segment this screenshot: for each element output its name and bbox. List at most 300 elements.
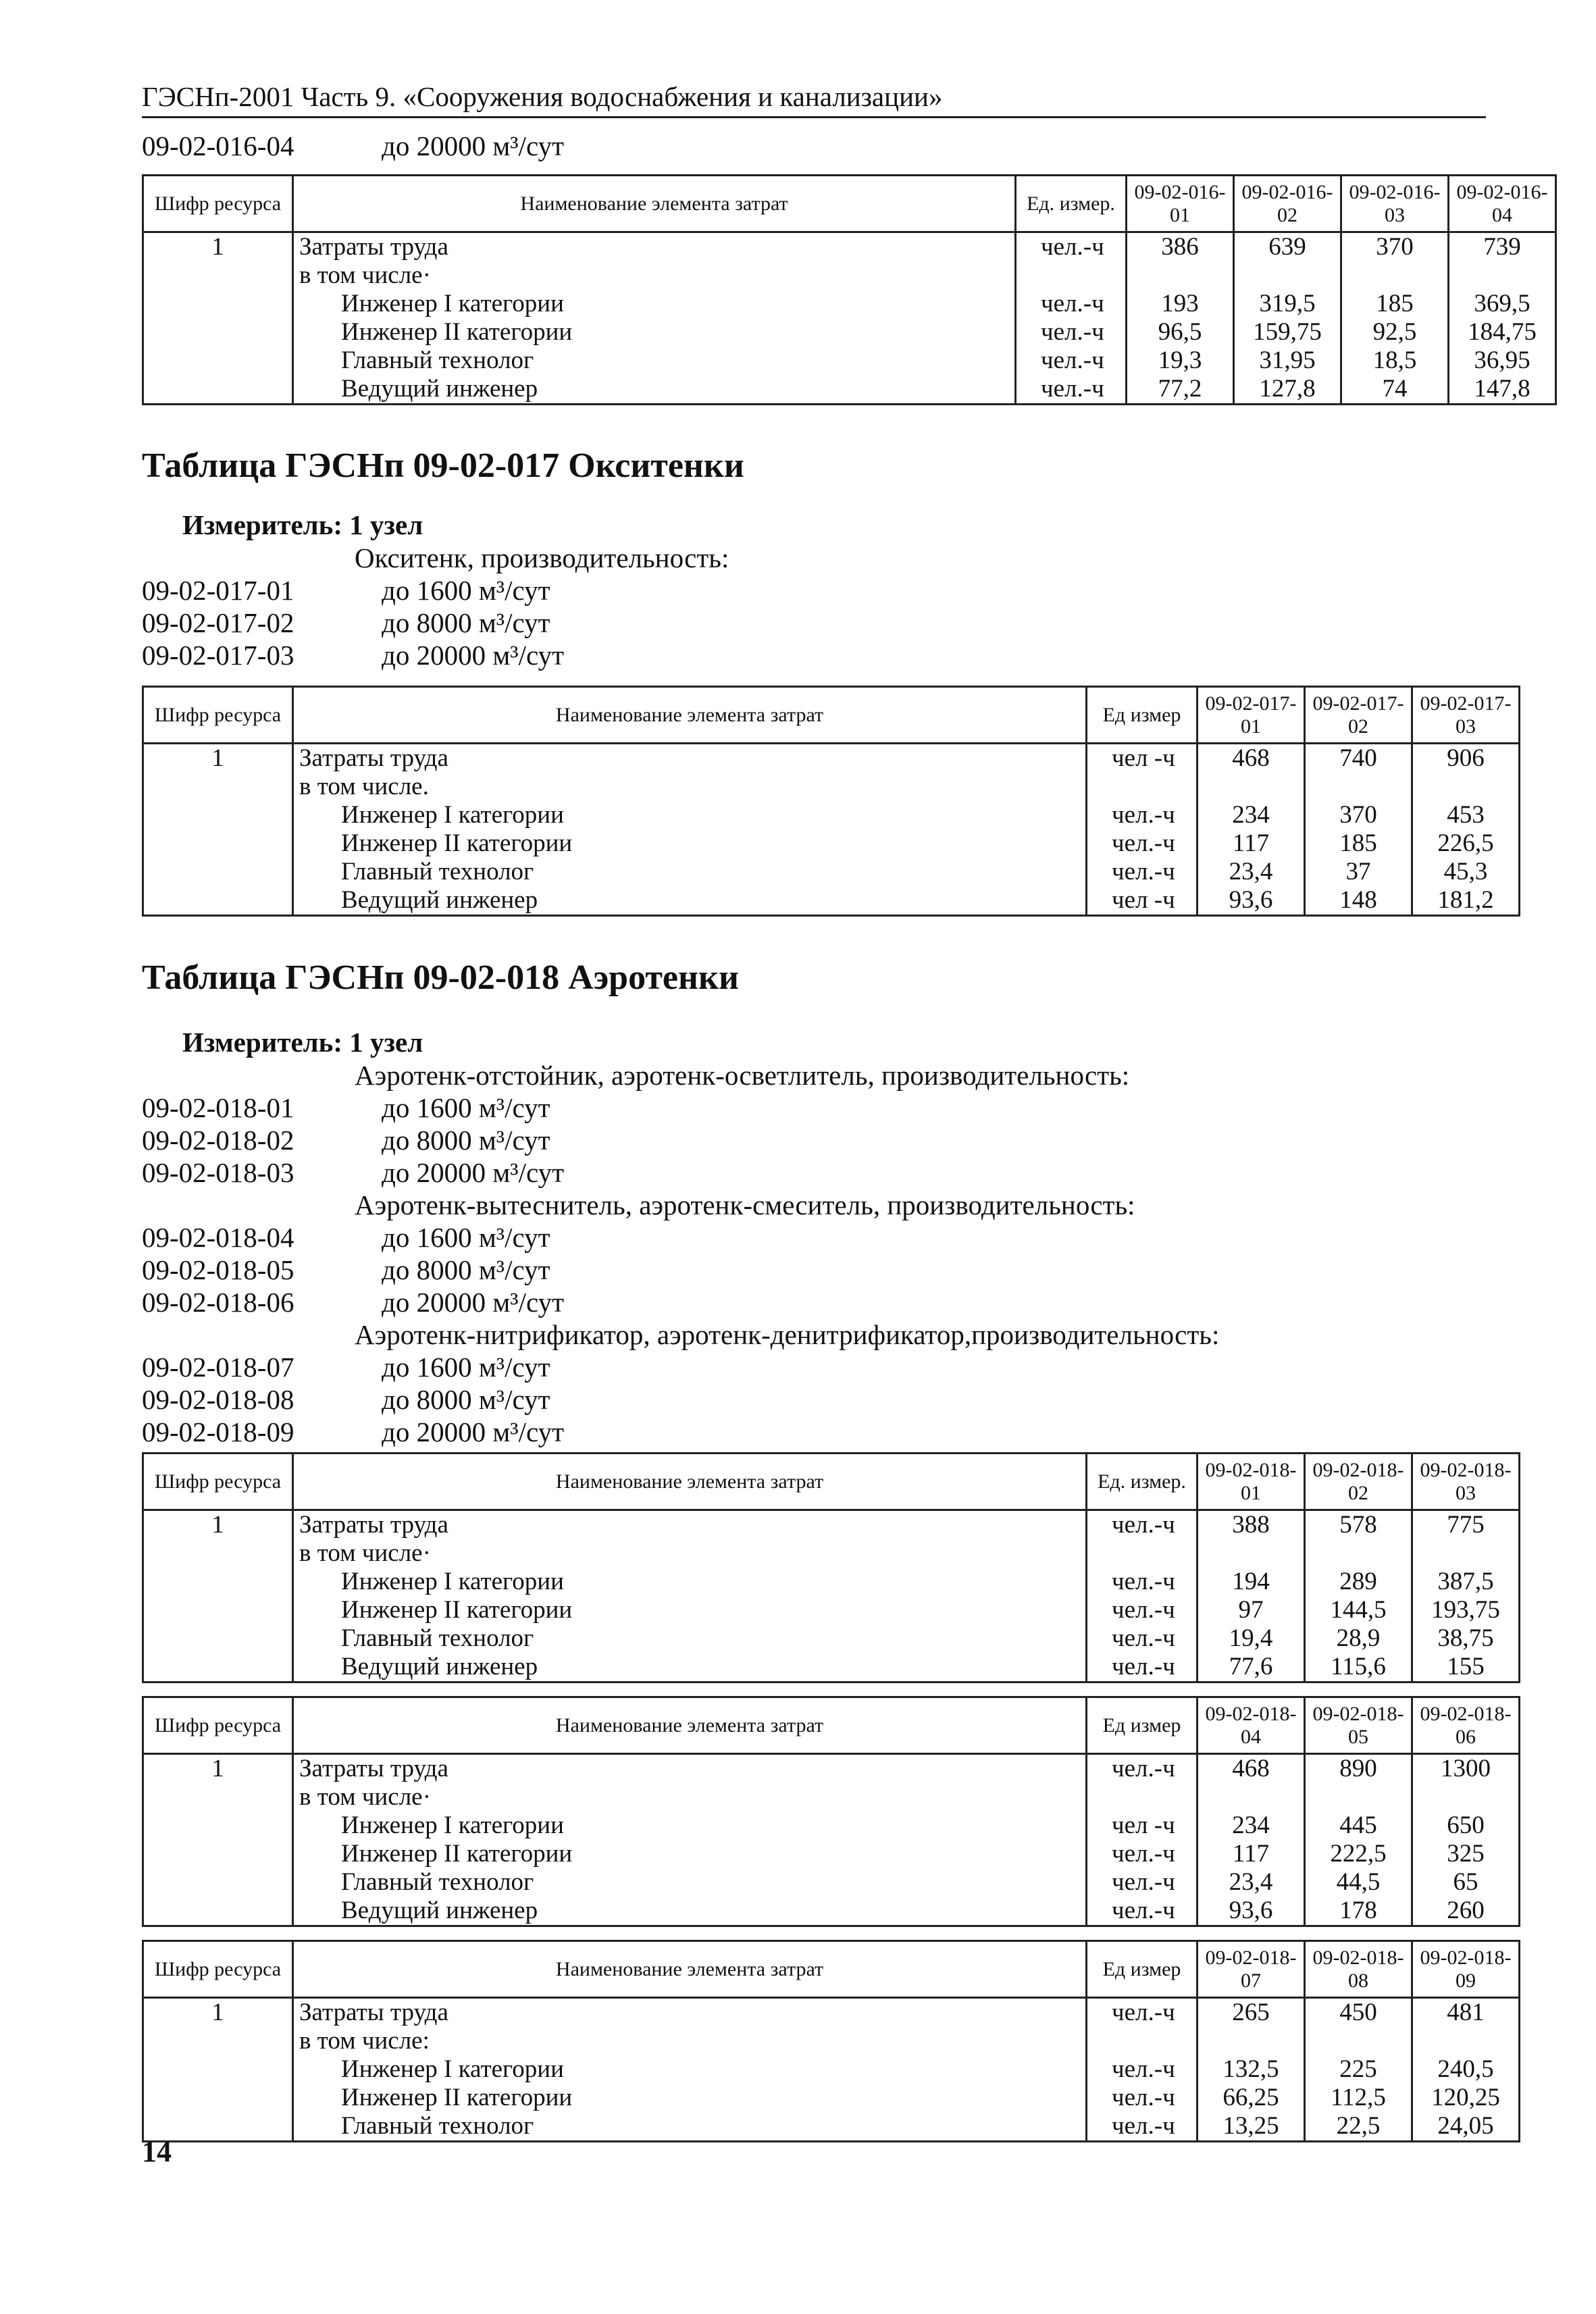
item-line <box>142 1091 1486 1124</box>
value-cell: 265 <box>1198 1998 1305 2028</box>
value-cell: 147,8 <box>1449 375 1556 405</box>
value-cell: 775 <box>1412 1510 1520 1540</box>
item-desc: до 20000 м³/сут <box>382 130 565 161</box>
header-col: 09-02-018-02 <box>1305 1454 1412 1510</box>
unit-cell: чел.-ч <box>1016 346 1127 375</box>
unit-cell: чел.-ч <box>1087 2084 1198 2112</box>
resource-code-cell <box>143 261 293 290</box>
item-code: 09-02-018-04 <box>142 1222 294 1253</box>
item-code: 09-02-018-09 <box>142 1416 294 1447</box>
table-018-c-wrap <box>142 1940 1512 2142</box>
value-cell <box>1341 261 1449 290</box>
resource-code-cell: 1 <box>143 1754 293 1784</box>
value-cell: 387,5 <box>1412 1568 1520 1596</box>
header-col: 09-02-017-03 <box>1412 687 1520 744</box>
resource-code-cell <box>143 1624 293 1653</box>
value-cell: 234 <box>1198 801 1305 829</box>
item-desc: до 1600 м³/сут <box>382 575 550 606</box>
resource-code-cell: 1 <box>143 744 293 773</box>
group-heading: Аэротенк-вытеснитель, аэротенк-смеситель, производительность: <box>355 1189 1135 1220</box>
header-code: Шифр ресурса <box>143 176 293 232</box>
resource-code-cell <box>143 375 293 405</box>
item-line <box>142 1383 1486 1416</box>
cost-element-cell: Затраты труда <box>293 1510 1087 1540</box>
item-desc: до 8000 м³/сут <box>382 1125 550 1156</box>
item-code: 09-02-018-08 <box>142 1384 294 1415</box>
value-cell: 19,3 <box>1127 346 1234 375</box>
unit-cell: чел -ч <box>1087 744 1198 773</box>
value-cell: 120,25 <box>1412 2084 1520 2112</box>
header-unit: Ед измер <box>1087 1697 1198 1754</box>
header-unit: Ед измер <box>1087 687 1198 744</box>
resource-code-cell <box>143 1539 293 1568</box>
table-row <box>143 829 1520 858</box>
cost-table-018-b <box>142 1696 1520 1927</box>
header-col: 09-02-018-09 <box>1412 1941 1520 1998</box>
item-line <box>142 1286 1486 1318</box>
resource-code-cell <box>143 1783 293 1811</box>
cost-table-017 <box>142 686 1520 917</box>
value-cell: 260 <box>1412 1897 1520 1926</box>
header-code: Шифр ресурса <box>143 1454 293 1510</box>
item-desc: до 20000 м³/сут <box>382 1416 565 1447</box>
value-cell: 159,75 <box>1234 318 1341 346</box>
value-cell: 234 <box>1198 1811 1305 1840</box>
unit-cell: чел.-ч <box>1087 2112 1198 2142</box>
cost-element-cell: Инженер I категории <box>293 1811 1087 1840</box>
value-cell: 127,8 <box>1234 375 1341 405</box>
table-row <box>143 375 1556 405</box>
resource-code-cell: 1 <box>143 1510 293 1540</box>
unit-cell: чел.-ч <box>1087 1653 1198 1682</box>
header-unit: Ед. измер. <box>1087 1454 1198 1510</box>
item-desc: до 20000 м³/сут <box>382 1157 565 1188</box>
header-col: 09-02-018-01 <box>1198 1454 1305 1510</box>
unit-cell: чел.-ч <box>1016 318 1127 346</box>
unit-cell <box>1087 1539 1198 1568</box>
value-cell: 178 <box>1305 1897 1412 1926</box>
header-col: 09-02-018-07 <box>1198 1941 1305 1998</box>
unit-cell <box>1016 261 1127 290</box>
value-cell: 144,5 <box>1305 1596 1412 1624</box>
cost-element-cell: Инженер II категории <box>293 318 1016 346</box>
value-cell: 906 <box>1412 744 1520 773</box>
value-cell: 650 <box>1412 1811 1520 1840</box>
value-cell: 225 <box>1305 2055 1412 2084</box>
cost-element-cell: Главный технолог <box>293 2112 1087 2142</box>
item-desc: до 8000 м³/сут <box>382 1384 550 1415</box>
resource-code-cell <box>143 2084 293 2112</box>
table-row <box>143 886 1520 916</box>
value-cell: 148 <box>1305 886 1412 916</box>
unit-cell <box>1087 1783 1198 1811</box>
cost-element-cell: Затраты труда <box>293 1998 1087 2028</box>
value-cell: 890 <box>1305 1754 1412 1784</box>
value-cell: 65 <box>1412 1868 1520 1897</box>
header-col: 09-02-016-02 <box>1234 176 1341 232</box>
value-cell: 369,5 <box>1449 290 1556 318</box>
header-name: Наименование элемента затрат <box>293 1941 1087 1998</box>
value-cell: 1300 <box>1412 1754 1520 1784</box>
value-cell: 481 <box>1412 1998 1520 2028</box>
cost-element-cell: в том числе· <box>293 261 1016 290</box>
group-heading: Аэротенк-нитрификатор, аэротенк-денитрификатор,производительность: <box>355 1319 1220 1350</box>
cost-element-cell: Затраты труда <box>293 744 1087 773</box>
unit-cell: чел.-ч <box>1087 1624 1198 1653</box>
resource-code-cell <box>143 290 293 318</box>
resource-code-cell <box>143 1811 293 1840</box>
resource-code-cell <box>143 1653 293 1682</box>
value-cell: 155 <box>1412 1653 1520 1682</box>
item-desc: до 20000 м³/сут <box>382 1287 565 1318</box>
table-row <box>143 1539 1520 1568</box>
table-row <box>143 1568 1520 1596</box>
header-col: 09-02-016-04 <box>1449 176 1556 232</box>
value-cell: 37 <box>1305 858 1412 886</box>
table-row <box>143 290 1556 318</box>
value-cell: 36,95 <box>1449 346 1556 375</box>
unit-cell: чел.-ч <box>1016 232 1127 262</box>
item-desc: до 8000 м³/сут <box>382 1254 550 1285</box>
header-name: Наименование элемента затрат <box>293 1454 1087 1510</box>
table-row <box>143 1653 1520 1682</box>
header-col: 09-02-018-04 <box>1198 1697 1305 1754</box>
cost-element-cell: Главный технолог <box>293 1868 1087 1897</box>
header-name: Наименование элемента затрат <box>293 1697 1087 1754</box>
item-line <box>142 1351 1486 1383</box>
running-header: ГЭСНп-2001 Часть 9. «Сооружения водоснабжения и канализации» <box>142 80 1486 118</box>
table-row <box>143 744 1520 773</box>
header-unit: Ед. измер. <box>1016 176 1127 232</box>
table-row <box>143 858 1520 886</box>
meter-017 <box>142 508 1486 542</box>
value-cell: 325 <box>1412 1840 1520 1868</box>
resource-code-cell <box>143 1568 293 1596</box>
unit-cell: чел.-ч <box>1087 1897 1198 1926</box>
value-cell: 112,5 <box>1305 2084 1412 2112</box>
value-cell: 222,5 <box>1305 1840 1412 1868</box>
item-desc: до 20000 м³/сут <box>382 640 565 671</box>
unit-cell: чел.-ч <box>1016 290 1127 318</box>
value-cell: 185 <box>1341 290 1449 318</box>
value-cell: 23,4 <box>1198 1868 1305 1897</box>
value-cell <box>1198 2027 1305 2055</box>
resource-code-cell <box>143 1840 293 1868</box>
resource-code-cell <box>143 886 293 916</box>
value-cell: 289 <box>1305 1568 1412 1596</box>
header-name: Наименование элемента затрат <box>293 687 1087 744</box>
cost-element-cell: Главный технолог <box>293 858 1087 886</box>
table-row <box>143 1754 1520 1784</box>
value-cell <box>1305 2027 1412 2055</box>
item-line <box>142 1416 1486 1448</box>
cost-element-cell: в том числе· <box>293 1539 1087 1568</box>
item-code: 09-02-016-04 <box>142 130 294 161</box>
value-cell: 185 <box>1305 829 1412 858</box>
cost-table-016 <box>142 174 1557 405</box>
table-row <box>143 346 1556 375</box>
table-row <box>143 1998 1520 2028</box>
value-cell <box>1305 1783 1412 1811</box>
table-row <box>143 1783 1520 1811</box>
table-018-a-wrap <box>142 1452 1512 1683</box>
top-item <box>142 130 1486 162</box>
value-cell: 28,9 <box>1305 1624 1412 1653</box>
unit-cell: чел.-ч <box>1087 1840 1198 1868</box>
unit-cell: чел -ч <box>1087 886 1198 916</box>
cost-element-cell: Инженер II категории <box>293 2084 1087 2112</box>
cost-table-018-a <box>142 1452 1520 1683</box>
cost-element-cell: Инженер II категории <box>293 829 1087 858</box>
header-code: Шифр ресурса <box>143 1941 293 1998</box>
item-desc: до 1600 м³/сут <box>382 1352 550 1383</box>
header-col: 09-02-018-08 <box>1305 1941 1412 1998</box>
cost-element-cell: Затраты труда <box>293 232 1016 262</box>
unit-cell: чел -ч <box>1087 1811 1198 1840</box>
cost-element-cell: в том числе· <box>293 1783 1087 1811</box>
value-cell: 639 <box>1234 232 1341 262</box>
item-desc: до 8000 м³/сут <box>382 607 550 638</box>
unit-cell <box>1087 2027 1198 2055</box>
value-cell: 740 <box>1305 744 1412 773</box>
table-row <box>143 1897 1520 1926</box>
value-cell: 44,5 <box>1305 1868 1412 1897</box>
value-cell: 96,5 <box>1127 318 1234 346</box>
cost-element-cell: Инженер II категории <box>293 1840 1087 1868</box>
cost-element-cell: Ведущий инженер <box>293 1897 1087 1926</box>
unit-cell: чел.-ч <box>1016 375 1127 405</box>
value-cell <box>1412 1783 1520 1811</box>
value-cell: 24,05 <box>1412 2112 1520 2142</box>
value-cell: 22,5 <box>1305 2112 1412 2142</box>
meter-018 <box>142 1025 1486 1059</box>
table-row <box>143 773 1520 801</box>
unit-cell: чел.-ч <box>1087 829 1198 858</box>
item-desc: до 1600 м³/сут <box>382 1092 550 1123</box>
value-cell: 93,6 <box>1198 886 1305 916</box>
cost-element-cell: Инженер I категории <box>293 2055 1087 2084</box>
cost-element-cell: Затраты труда <box>293 1754 1087 1784</box>
resource-code-cell: 1 <box>143 232 293 262</box>
item-code: 09-02-018-07 <box>142 1352 294 1383</box>
header-name: Наименование элемента затрат <box>293 176 1016 232</box>
item-code: 09-02-017-03 <box>142 640 294 671</box>
cost-element-cell: Ведущий инженер <box>293 886 1087 916</box>
resource-code-cell: 1 <box>143 1998 293 2028</box>
item-code: 09-02-018-02 <box>142 1125 294 1156</box>
value-cell <box>1234 261 1341 290</box>
header-col: 09-02-018-06 <box>1412 1697 1520 1754</box>
resource-code-cell <box>143 318 293 346</box>
table-row <box>143 318 1556 346</box>
value-cell: 66,25 <box>1198 2084 1305 2112</box>
table-row <box>143 1624 1520 1653</box>
cost-element-cell: Главный технолог <box>293 1624 1087 1653</box>
value-cell: 193,75 <box>1412 1596 1520 1624</box>
header-col: 09-02-017-01 <box>1198 687 1305 744</box>
value-cell: 23,4 <box>1198 858 1305 886</box>
value-cell: 31,95 <box>1234 346 1341 375</box>
item-code: 09-02-018-01 <box>142 1092 294 1123</box>
table-row <box>143 1840 1520 1868</box>
item-line <box>142 574 1486 607</box>
value-cell <box>1198 773 1305 801</box>
group-heading: Окситенк, производительность: <box>355 542 729 573</box>
value-cell <box>1198 1539 1305 1568</box>
value-cell <box>1412 1539 1520 1568</box>
value-cell <box>1412 773 1520 801</box>
value-cell: 77,6 <box>1198 1653 1305 1682</box>
meter-line <box>142 508 1486 542</box>
table-row <box>143 2112 1520 2142</box>
cost-element-cell: Главный технолог <box>293 346 1016 375</box>
cost-element-cell: Инженер II категории <box>293 1596 1087 1624</box>
value-cell: 388 <box>1198 1510 1305 1540</box>
value-cell: 115,6 <box>1305 1653 1412 1682</box>
cost-table-018-c <box>142 1940 1520 2142</box>
table-row <box>143 1510 1520 1540</box>
page-number: 14 <box>142 2135 172 2168</box>
unit-cell: чел.-ч <box>1087 858 1198 886</box>
meter-line <box>142 1025 1486 1059</box>
item-code: 09-02-017-01 <box>142 575 294 606</box>
meter-value: 1 узел <box>349 1027 423 1058</box>
value-cell: 19,4 <box>1198 1624 1305 1653</box>
resource-code-cell <box>143 773 293 801</box>
value-cell: 45,3 <box>1412 858 1520 886</box>
header-col: 09-02-016-03 <box>1341 176 1449 232</box>
value-cell: 450 <box>1305 1998 1412 2028</box>
items-017 <box>142 542 1486 671</box>
item-line <box>142 1254 1486 1286</box>
header-unit: Ед измер <box>1087 1941 1198 1998</box>
table-row <box>143 1596 1520 1624</box>
value-cell: 468 <box>1198 744 1305 773</box>
value-cell: 240,5 <box>1412 2055 1520 2084</box>
value-cell: 370 <box>1305 801 1412 829</box>
item-code: 09-02-018-05 <box>142 1254 294 1285</box>
resource-code-cell <box>143 1897 293 1926</box>
group-heading: Аэротенк-отстойник, аэротенк-осветлитель, производительность: <box>355 1060 1130 1091</box>
header-code: Шифр ресурса <box>143 687 293 744</box>
value-cell <box>1305 1539 1412 1568</box>
value-cell <box>1198 1783 1305 1811</box>
item-line <box>142 1221 1486 1254</box>
value-cell: 92,5 <box>1341 318 1449 346</box>
cost-element-cell: в том числе: <box>293 2027 1087 2055</box>
item-code: 09-02-018-03 <box>142 1157 294 1188</box>
resource-code-cell <box>143 801 293 829</box>
table-row <box>143 2055 1520 2084</box>
value-cell: 132,5 <box>1198 2055 1305 2084</box>
value-cell: 117 <box>1198 1840 1305 1868</box>
value-cell: 370 <box>1341 232 1449 262</box>
value-cell: 13,25 <box>1198 2112 1305 2142</box>
cost-element-cell: Ведущий инженер <box>293 375 1016 405</box>
unit-cell: чел.-ч <box>1087 1868 1198 1897</box>
value-cell: 739 <box>1449 232 1556 262</box>
header-col: 09-02-018-03 <box>1412 1454 1520 1510</box>
resource-code-cell <box>143 1596 293 1624</box>
cost-element-cell: в том числе. <box>293 773 1087 801</box>
table-row <box>143 2084 1520 2112</box>
item-line <box>142 607 1486 639</box>
resource-code-cell <box>143 1868 293 1897</box>
value-cell: 93,6 <box>1198 1897 1305 1926</box>
value-cell <box>1127 261 1234 290</box>
table-row <box>143 232 1556 262</box>
item-line <box>142 130 1486 162</box>
table-row <box>143 1868 1520 1897</box>
value-cell <box>1305 773 1412 801</box>
resource-code-cell <box>143 2055 293 2084</box>
value-cell: 38,75 <box>1412 1624 1520 1653</box>
unit-cell: чел.-ч <box>1087 1754 1198 1784</box>
header-code: Шифр ресурса <box>143 1697 293 1754</box>
item-line <box>142 1156 1486 1189</box>
value-cell: 468 <box>1198 1754 1305 1784</box>
unit-cell: чел.-ч <box>1087 1510 1198 1540</box>
value-cell: 184,75 <box>1449 318 1556 346</box>
value-cell: 386 <box>1127 232 1234 262</box>
value-cell: 193 <box>1127 290 1234 318</box>
resource-code-cell <box>143 2027 293 2055</box>
item-code: 09-02-018-06 <box>142 1287 294 1318</box>
item-line <box>142 1124 1486 1156</box>
items-018 <box>142 1059 1486 1448</box>
value-cell: 226,5 <box>1412 829 1520 858</box>
header-col: 09-02-017-02 <box>1305 687 1412 744</box>
value-cell: 117 <box>1198 829 1305 858</box>
unit-cell <box>1087 773 1198 801</box>
meter-value: 1 узел <box>349 509 423 540</box>
resource-code-cell <box>143 829 293 858</box>
table-title-017: Таблица ГЭСНп 09-02-017 Окситенки <box>142 446 744 485</box>
value-cell: 319,5 <box>1234 290 1341 318</box>
value-cell: 194 <box>1198 1568 1305 1596</box>
header-col: 09-02-018-05 <box>1305 1697 1412 1754</box>
value-cell <box>1449 261 1556 290</box>
cost-element-cell: Инженер I категории <box>293 290 1016 318</box>
table-row <box>143 1811 1520 1840</box>
table-016-wrap <box>142 174 1548 405</box>
unit-cell: чел.-ч <box>1087 1998 1198 2028</box>
item-line <box>142 639 1486 671</box>
header-col: 09-02-016-01 <box>1127 176 1234 232</box>
value-cell: 18,5 <box>1341 346 1449 375</box>
table-row <box>143 261 1556 290</box>
unit-cell: чел.-ч <box>1087 1568 1198 1596</box>
resource-code-cell <box>143 346 293 375</box>
unit-cell: чел.-ч <box>1087 2055 1198 2084</box>
unit-cell: чел.-ч <box>1087 1596 1198 1624</box>
meter-label: Измеритель: <box>182 509 343 540</box>
cost-element-cell: Инженер I категории <box>293 801 1087 829</box>
item-code: 09-02-017-02 <box>142 607 294 638</box>
value-cell: 578 <box>1305 1510 1412 1540</box>
value-cell: 181,2 <box>1412 886 1520 916</box>
unit-cell: чел.-ч <box>1087 801 1198 829</box>
value-cell: 74 <box>1341 375 1449 405</box>
value-cell <box>1412 2027 1520 2055</box>
value-cell: 97 <box>1198 1596 1305 1624</box>
value-cell: 453 <box>1412 801 1520 829</box>
item-desc: до 1600 м³/сут <box>382 1222 550 1253</box>
meter-label: Измеритель: <box>182 1027 343 1058</box>
cost-element-cell: Инженер I категории <box>293 1568 1087 1596</box>
table-title-018: Таблица ГЭСНп 09-02-018 Аэротенки <box>142 958 739 997</box>
table-018-b-wrap <box>142 1696 1512 1927</box>
